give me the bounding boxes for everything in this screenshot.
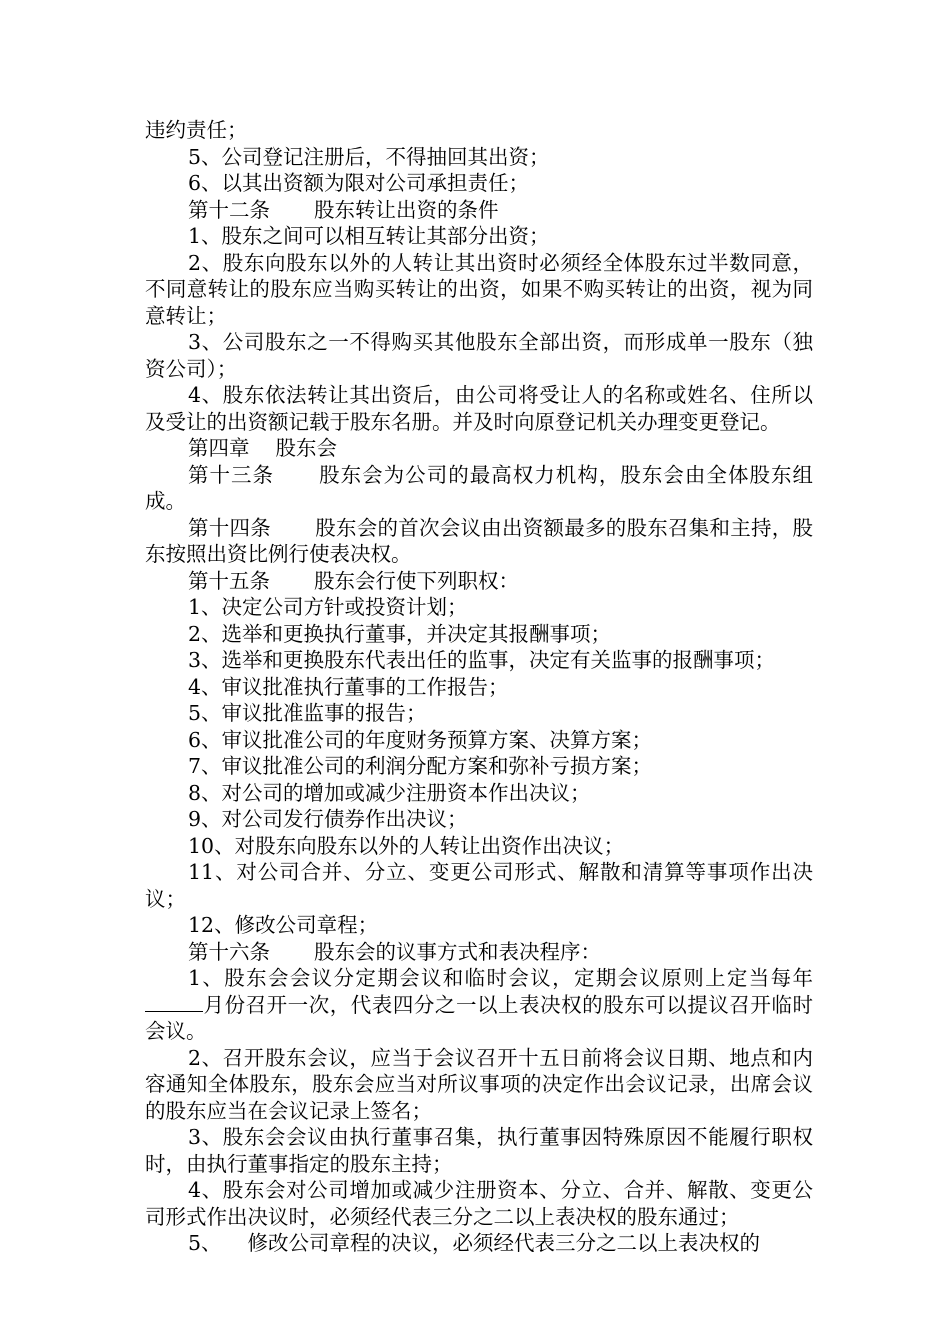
list-item: 9、对公司发行债券作出决议； — [188, 807, 468, 831]
article-heading-12 — [145, 197, 813, 224]
article-label: 第十二条 — [188, 197, 270, 222]
paragraph-text: 1、股东会会议分定期会议和临时会议，定期会议原则上定当每年 — [188, 966, 813, 990]
paragraph-text: 修改公司章程的决议，必须经代表三分之二以上表决权的 — [247, 1231, 761, 1255]
list-item: 3、选举和更换股东代表出任的监事，决定有关监事的报酬事项； — [188, 648, 776, 672]
article-text: 股东会的议事方式和表决程序： — [314, 939, 601, 964]
list-item: 11、对公司合并、分立、变更公司形式、解散和清算等事项作出决议； — [145, 860, 813, 911]
article-title: 股东转让出资的条件 — [314, 197, 499, 222]
paragraph: 3、股东会会议由执行董事召集，执行董事因特殊原因不能履行职权时，由执行董事指定的股东主持； — [145, 1125, 813, 1176]
list-item: 8、对公司的增加或减少注册资本作出决议； — [188, 780, 591, 805]
list-item: 7、审议批准公司的利润分配方案和弥补亏损方案； — [188, 754, 653, 778]
list-item: 5、审议批准监事的报告； — [188, 701, 427, 725]
list-item: 10、对股东向股东以外的人转让出资作出决议； — [188, 833, 625, 858]
article-16 — [145, 939, 813, 966]
article-label: 第十四条 — [188, 515, 271, 540]
paragraph — [145, 1230, 813, 1257]
fill-in-blank — [145, 993, 203, 1012]
paragraph: 4、股东依法转让其出资后，由公司将受让人的名称或姓名、住所以及受让的出资额记载于股东名册。并及时向原登记机关办理变更登记。 — [145, 383, 813, 434]
article-label: 第十六条 — [188, 939, 270, 964]
paragraph-text: 月份召开一次，代表四分之一以上表决权的股东可以提议召开临时会议。 — [145, 992, 813, 1043]
item-number: 5、 — [188, 1231, 222, 1255]
article-label: 第十五条 — [188, 568, 270, 593]
list-item: 12、修改公司章程； — [188, 913, 379, 937]
chapter-title: 股东会 — [275, 436, 337, 460]
paragraph: 6、以其出资额为限对公司承担责任； — [188, 171, 530, 195]
paragraph: 3、公司股东之一不得购买其他股东全部出资，而形成单一股东（独资公司）； — [145, 330, 813, 381]
article-text: 股东会为公司的最高权力机构，股东会由全体股东组成。 — [145, 462, 814, 513]
paragraph: 1、股东之间可以相互转让其部分出资； — [188, 224, 550, 248]
list-item: 1、决定公司方针或投资计划； — [188, 595, 468, 619]
document-page — [145, 117, 813, 1257]
article-text: 股东会的首次会议由出资额最多的股东召集和主持，股东按照出资比例行使表决权。 — [145, 515, 813, 566]
paragraph: 违约责任； — [145, 118, 248, 142]
list-item: 4、审议批准执行董事的工作报告； — [188, 674, 509, 699]
paragraph: 5、公司登记注册后，不得抽回其出资； — [188, 144, 550, 169]
article-text: 股东会行使下列职权： — [314, 568, 519, 593]
paragraph — [145, 965, 813, 1045]
article-15 — [145, 568, 813, 595]
list-item: 2、选举和更换执行董事，并决定其报酬事项； — [188, 621, 612, 646]
paragraph: 2、召开股东会议，应当于会议召开十五日前将会议日期、地点和内容通知全体股东，股东会应当对所议事项的决定作出会议记录，出席会议的股东应当在会议记录上签名； — [145, 1045, 813, 1123]
chapter-heading — [145, 435, 813, 462]
article-13 — [145, 462, 813, 515]
chapter-label: 第四章 — [188, 436, 250, 460]
article-14 — [145, 515, 813, 568]
list-item: 6、审议批准公司的年度财务预算方案、决算方案； — [188, 727, 653, 752]
paragraph: 2、股东向股东以外的人转让其出资时必须经全体股东过半数同意，不同意转让的股东应当购买转让的出资，如果不购买转让的出资，视为同意转让； — [145, 250, 813, 328]
paragraph: 4、股东会对公司增加或减少注册资本、分立、合并、解散、变更公司形式作出决议时，必须经代表三分之二以上表决权的股东通过； — [145, 1178, 813, 1229]
article-label: 第十三条 — [188, 462, 275, 487]
